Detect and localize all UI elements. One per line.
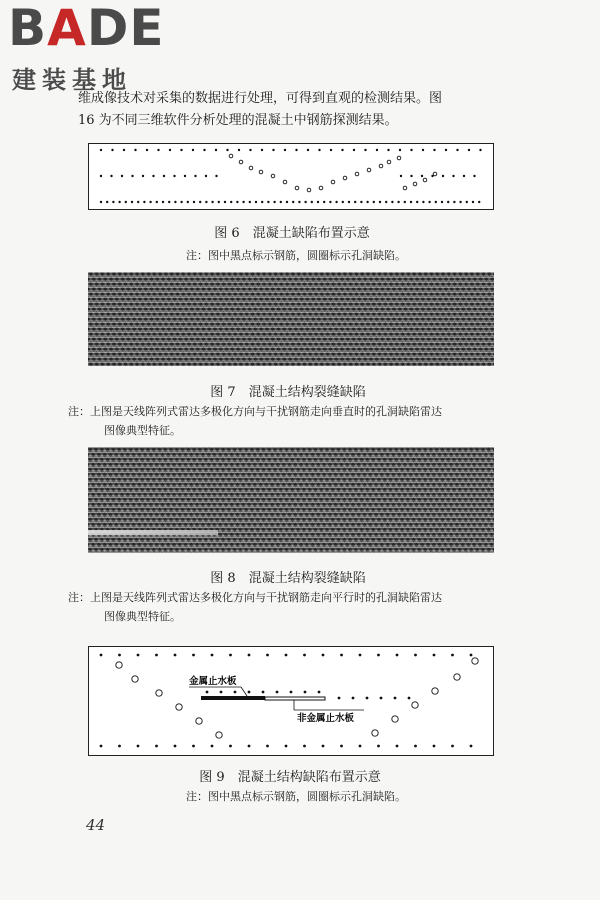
rebar-dot <box>447 201 449 203</box>
rebar-dot <box>479 149 481 151</box>
rebar-dot <box>404 201 406 203</box>
rebar-dot <box>215 149 217 151</box>
rebar-dot <box>341 149 343 151</box>
figure-7-note-line-2: 图像典型特征。 <box>104 424 181 437</box>
rebar-dot <box>422 201 424 203</box>
rebar-dot <box>366 697 369 700</box>
rebar-dot <box>267 201 269 203</box>
rebar-dot <box>205 175 207 177</box>
void-circle <box>271 174 275 178</box>
rebar-dot <box>442 175 444 177</box>
figure-8-note <box>68 588 528 626</box>
rebar-dot <box>377 654 380 657</box>
rebar-dot <box>261 149 263 151</box>
void-circle <box>249 166 253 170</box>
rebar-dot <box>224 201 226 203</box>
rebar-dot <box>304 691 307 694</box>
figure-6-defect-diagram <box>88 143 494 210</box>
rebar-dot <box>353 149 355 151</box>
void-circle <box>196 718 202 724</box>
rebar-dot <box>262 691 265 694</box>
rebar-dot <box>285 654 288 657</box>
figure-6-note: 注：图中黑点标示钢筋，圆圈标示孔洞缺陷。 <box>186 249 406 262</box>
rebar-dot <box>174 745 177 748</box>
figure-9-caption: 图 9 混凝土结构缺陷布置示意 <box>199 770 381 785</box>
rebar-dot <box>131 201 133 203</box>
nonmetal-waterstop-plate <box>265 697 325 700</box>
rebar-dot <box>298 201 300 203</box>
rebar-dot <box>261 201 263 203</box>
rebar-dot <box>125 201 127 203</box>
rebar-dot <box>470 745 473 748</box>
rebar-dot <box>421 175 423 177</box>
void-circle <box>116 662 122 668</box>
figure-8-note-line-2: 图像典型特征。 <box>104 610 181 623</box>
void-circle <box>176 704 182 710</box>
rebar-dot <box>215 175 217 177</box>
figure-8-note-line-1: 注：上图是天线阵列式雷达多极化方向与干扰钢筋走向平行时的孔洞缺陷雷达 <box>68 591 442 604</box>
figure-7-note <box>68 402 528 440</box>
rebar-dot <box>276 691 279 694</box>
bade-logo <box>8 0 178 94</box>
rebar-dot <box>433 654 436 657</box>
rebar-dot <box>118 745 121 748</box>
rebar-dot <box>416 201 418 203</box>
rebar-dot <box>472 201 474 203</box>
rebar-dot <box>290 691 293 694</box>
rebar-dot <box>376 149 378 151</box>
rebar-dot <box>394 697 397 700</box>
figure-8-caption: 图 8 混凝土结构裂缝缺陷 <box>210 571 366 586</box>
void-circle <box>343 176 347 180</box>
rebar-dot <box>137 201 139 203</box>
void-circle <box>432 688 438 694</box>
rebar-dot <box>242 201 244 203</box>
rebar-dot <box>187 201 189 203</box>
figure-6-graphic <box>89 144 492 208</box>
rebar-dot <box>338 697 341 700</box>
rebar-dot <box>180 201 182 203</box>
rebar-dot <box>397 201 399 203</box>
rebar-dot <box>100 654 103 657</box>
rebar-dot <box>307 149 309 151</box>
rebar-dot <box>380 697 383 700</box>
figure-7-note-line-1: 注：上图是天线阵列式雷达多极化方向与干扰钢筋走向垂直时的孔洞缺陷雷达 <box>68 405 442 418</box>
rebar-dot <box>360 201 362 203</box>
rebar-dot <box>226 149 228 151</box>
rebar-dot <box>100 201 102 203</box>
rebar-dot <box>266 654 269 657</box>
figure-6-caption: 图 6 混凝土缺陷布置示意 <box>214 226 370 241</box>
void-circle <box>423 178 427 182</box>
rebar-dot <box>249 201 251 203</box>
radar-reflection-band <box>88 530 218 535</box>
rebar-dot <box>211 745 214 748</box>
rebar-dot <box>229 745 232 748</box>
void-circle <box>319 186 323 190</box>
rebar-dot <box>106 201 108 203</box>
rebar-dot <box>408 697 411 700</box>
rebar-dot <box>318 691 321 694</box>
rebar-dot <box>238 149 240 151</box>
rebar-dot <box>441 201 443 203</box>
rebar-dot <box>428 201 430 203</box>
void-circle <box>156 690 162 696</box>
void-circle <box>367 168 371 172</box>
rebar-dot <box>330 149 332 151</box>
rebar-dot <box>359 654 362 657</box>
rebar-dot <box>433 149 435 151</box>
rebar-dot <box>445 149 447 151</box>
rebar-dot <box>414 745 417 748</box>
rebar-dot <box>422 149 424 151</box>
logo-subtitle: 建装基地 <box>12 66 132 94</box>
void-circle <box>397 156 401 160</box>
rebar-dot <box>134 149 136 151</box>
void-circle <box>239 160 243 164</box>
rebar-dot <box>173 175 175 177</box>
rebar-dot <box>211 201 213 203</box>
rebar-dot <box>184 175 186 177</box>
rebar-dot <box>194 175 196 177</box>
figure-9-graphic <box>89 647 492 754</box>
rebar-dot <box>280 201 282 203</box>
rebar-dot <box>410 201 412 203</box>
rebar-dot <box>266 745 269 748</box>
rebar-dot <box>342 201 344 203</box>
rebar-dot <box>456 149 458 151</box>
body-text-line-1: 维成像技术对采集的数据进行处理，可得到直观的检测结果。图 <box>78 91 443 106</box>
void-circle <box>132 676 138 682</box>
rebar-dot <box>220 691 223 694</box>
rebar-dot <box>163 175 165 177</box>
rebar-dot <box>100 175 102 177</box>
rebar-dot <box>396 745 399 748</box>
rebar-dot <box>249 149 251 151</box>
rebar-dot <box>303 654 306 657</box>
rebar-dot <box>410 149 412 151</box>
rebar-dot <box>206 691 209 694</box>
rebar-dot <box>433 745 436 748</box>
rebar-dot <box>199 201 201 203</box>
rebar-dot <box>473 175 475 177</box>
void-circle <box>372 730 378 736</box>
void-circle <box>216 732 222 738</box>
rebar-dot <box>410 175 412 177</box>
rebar-dot <box>118 654 121 657</box>
rebar-dot <box>218 201 220 203</box>
rebar-dot <box>272 149 274 151</box>
rebar-dot <box>322 745 325 748</box>
void-circle <box>379 164 383 168</box>
rebar-dot <box>451 745 454 748</box>
rebar-dot <box>146 149 148 151</box>
rebar-dot <box>121 175 123 177</box>
rebar-dot <box>162 201 164 203</box>
page-number: 44 <box>86 816 106 834</box>
rebar-dot <box>470 654 473 657</box>
rebar-dot <box>123 149 125 151</box>
rebar-dot <box>248 745 251 748</box>
figure-8-radar-image <box>88 447 494 553</box>
void-circle <box>229 154 233 158</box>
rebar-dot <box>155 745 158 748</box>
rebar-dot <box>352 697 355 700</box>
rebar-dot <box>192 149 194 151</box>
rebar-dot <box>137 745 140 748</box>
rebar-dot <box>366 201 368 203</box>
rebar-dot <box>379 201 381 203</box>
rebar-dot <box>273 201 275 203</box>
rebar-dot <box>100 745 103 748</box>
rebar-dot <box>435 201 437 203</box>
void-circle <box>392 716 398 722</box>
rebar-dot <box>192 654 195 657</box>
void-circle <box>454 674 460 680</box>
rebar-dot <box>323 201 325 203</box>
rebar-dot <box>329 201 331 203</box>
rebar-dot <box>174 654 177 657</box>
void-circle <box>472 658 478 664</box>
body-text-line-2: 16 为不同三维软件分析处理的混凝土中钢筋探测结果。 <box>78 113 398 128</box>
void-circle <box>307 188 311 192</box>
figure-7-radar-image <box>88 272 494 366</box>
rebar-dot <box>373 201 375 203</box>
logo-wordmark: BADE <box>8 0 165 57</box>
rebar-dot <box>468 149 470 151</box>
rebar-dot <box>168 201 170 203</box>
rebar-dot <box>348 201 350 203</box>
rebar-dot <box>236 201 238 203</box>
void-circle <box>283 180 287 184</box>
void-circle <box>295 186 299 190</box>
rebar-dot <box>385 201 387 203</box>
rebar-dot <box>303 745 306 748</box>
void-circle <box>387 160 391 164</box>
rebar-dot <box>304 201 306 203</box>
rebar-dot <box>295 149 297 151</box>
rebar-dot <box>399 149 401 151</box>
rebar-dot <box>453 201 455 203</box>
rebar-dot <box>387 149 389 151</box>
rebar-dot <box>248 654 251 657</box>
rebar-dot <box>111 149 113 151</box>
label-nonmetal-waterstop: 非金属止水板 <box>297 713 355 724</box>
rebar-dot <box>229 654 232 657</box>
figure-7-caption: 图 7 混凝土结构裂缝缺陷 <box>210 385 366 400</box>
rebar-dot <box>478 201 480 203</box>
rebar-dot <box>100 149 102 151</box>
rebar-dot <box>193 201 195 203</box>
rebar-dot <box>169 149 171 151</box>
rebar-dot <box>205 201 207 203</box>
void-circle <box>413 182 417 186</box>
rebar-dot <box>211 654 214 657</box>
rebar-dot <box>317 201 319 203</box>
rebar-dot <box>203 149 205 151</box>
rebar-dot <box>463 175 465 177</box>
rebar-dot <box>459 201 461 203</box>
rebar-dot <box>192 745 195 748</box>
figure-9-defect-diagram <box>88 646 494 756</box>
rebar-dot <box>364 149 366 151</box>
void-circle <box>433 172 437 176</box>
rebar-dot <box>137 654 140 657</box>
rebar-dot <box>335 201 337 203</box>
rebar-dot <box>155 654 158 657</box>
rebar-dot <box>292 201 294 203</box>
rebar-dot <box>322 654 325 657</box>
rebar-dot <box>156 201 158 203</box>
void-circle <box>355 172 359 176</box>
label-metal-waterstop: 金属止水板 <box>189 676 237 687</box>
rebar-dot <box>131 175 133 177</box>
rebar-dot <box>234 691 237 694</box>
rebar-dot <box>142 175 144 177</box>
rebar-dot <box>248 691 251 694</box>
metal-label-leader-tip <box>241 687 247 696</box>
rebar-dot <box>157 149 159 151</box>
rebar-dot <box>451 654 454 657</box>
rebar-dot <box>452 175 454 177</box>
void-circle <box>259 170 263 174</box>
rebar-dot <box>318 149 320 151</box>
rebar-dot <box>118 201 120 203</box>
void-circle <box>412 702 418 708</box>
rebar-dot <box>143 201 145 203</box>
rebar-dot <box>340 654 343 657</box>
rebar-dot <box>152 175 154 177</box>
rebar-dot <box>285 745 288 748</box>
metal-waterstop-plate <box>201 696 265 700</box>
rebar-dot <box>110 175 112 177</box>
rebar-dot <box>354 201 356 203</box>
rebar-dot <box>414 654 417 657</box>
rebar-dot <box>400 175 402 177</box>
rebar-dot <box>466 201 468 203</box>
figure-9-note: 注：图中黑点标示钢筋，圆圈标示孔洞缺陷。 <box>186 790 406 803</box>
rebar-dot <box>391 201 393 203</box>
void-circle <box>331 180 335 184</box>
void-circle <box>403 186 407 190</box>
rebar-dot <box>230 201 232 203</box>
rebar-dot <box>180 149 182 151</box>
rebar-dot <box>359 745 362 748</box>
rebar-dot <box>396 654 399 657</box>
rebar-dot <box>311 201 313 203</box>
rebar-dot <box>112 201 114 203</box>
rebar-dot <box>149 201 151 203</box>
rebar-dot <box>255 201 257 203</box>
rebar-dot <box>284 149 286 151</box>
rebar-dot <box>286 201 288 203</box>
rebar-dot <box>377 745 380 748</box>
rebar-dot <box>174 201 176 203</box>
rebar-dot <box>340 745 343 748</box>
